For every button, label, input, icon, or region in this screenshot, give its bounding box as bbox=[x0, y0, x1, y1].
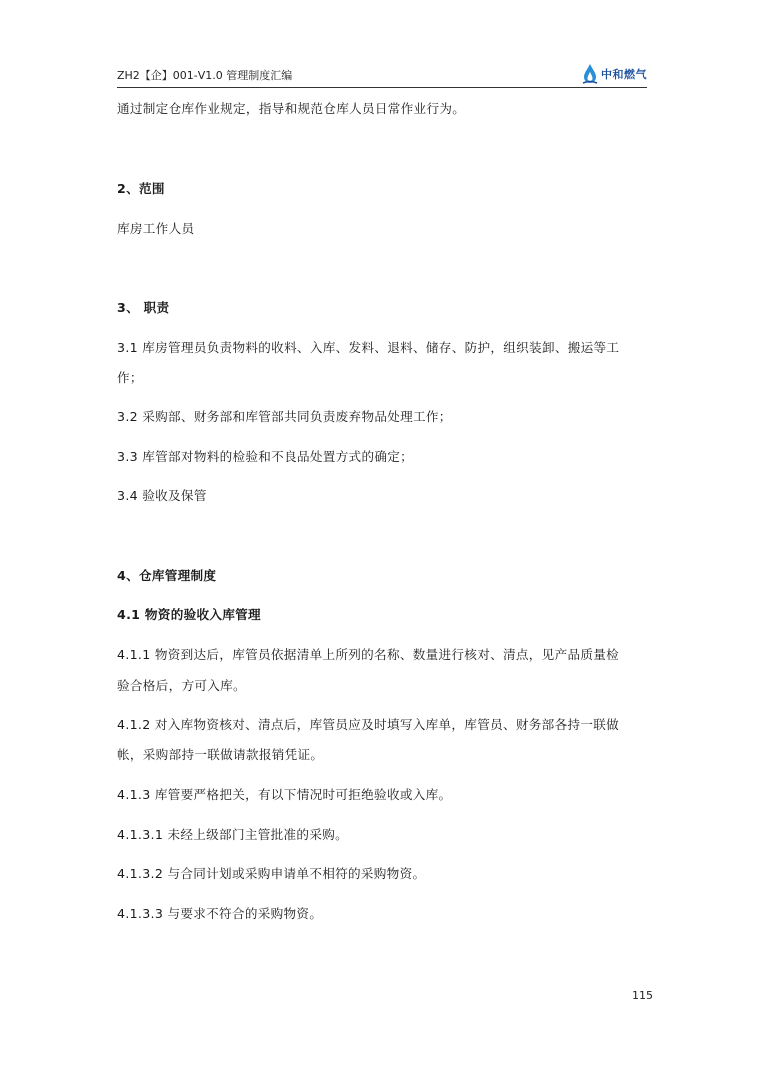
intro-paragraph: 通过制定仓库作业规定，指导和规范仓库人员日常作业行为。 bbox=[117, 101, 466, 116]
header-divider bbox=[117, 87, 647, 88]
item-4-1-3: 4.1.3 库管要严格把关，有以下情况时可拒绝验收或入库。 bbox=[117, 787, 452, 802]
section-2-heading: 2、范围 bbox=[117, 181, 165, 196]
page-header bbox=[117, 62, 647, 88]
section-4-1-heading: 4.1 物资的验收入库管理 bbox=[117, 607, 261, 622]
logo-text: 中和燃气 bbox=[601, 68, 647, 81]
company-logo bbox=[582, 62, 647, 86]
item-3-3: 3.3 库管部对物料的检验和不良品处置方式的确定； bbox=[117, 449, 414, 464]
item-4-1-3-2: 4.1.3.2 与合同计划或采购申请单不相符的采购物资。 bbox=[117, 866, 426, 881]
item-3-2: 3.2 采购部、财务部和库管部共同负责废弃物品处理工作； bbox=[117, 409, 452, 424]
item-4-1-2-continued: 帐，采购部持一联做请款报销凭证。 bbox=[117, 747, 324, 762]
header-title: ZH2【企】001-V1.0 管理制度汇编 bbox=[117, 69, 293, 82]
flame-drop-icon bbox=[582, 63, 598, 85]
item-3-1: 3.1 库房管理员负责物料的收料、入库、发料、退料、储存、防护，组织装卸、搬运等工 bbox=[117, 340, 620, 355]
item-4-1-1: 4.1.1 物资到达后，库管员依据清单上所列的名称、数量进行核对、清点，见产品质量检 bbox=[117, 647, 620, 662]
item-3-1-continued: 作； bbox=[117, 370, 143, 385]
section-4-heading: 4、仓库管理制度 bbox=[117, 568, 217, 583]
item-4-1-2: 4.1.2 对入库物资核对、清点后，库管员应及时填写入库单，库管员、财务部各持一联做 bbox=[117, 717, 620, 732]
item-4-1-1-continued: 验合格后，方可入库。 bbox=[117, 678, 246, 693]
item-4-1-3-3: 4.1.3.3 与要求不符合的采购物资。 bbox=[117, 906, 323, 921]
item-3-4: 3.4 验收及保管 bbox=[117, 488, 207, 503]
section-3-heading: 3、 职责 bbox=[117, 300, 170, 315]
section-2-body: 库房工作人员 bbox=[117, 221, 195, 236]
page-number: 115 bbox=[632, 989, 653, 1002]
item-4-1-3-1: 4.1.3.1 未经上级部门主管批准的采购。 bbox=[117, 827, 348, 842]
